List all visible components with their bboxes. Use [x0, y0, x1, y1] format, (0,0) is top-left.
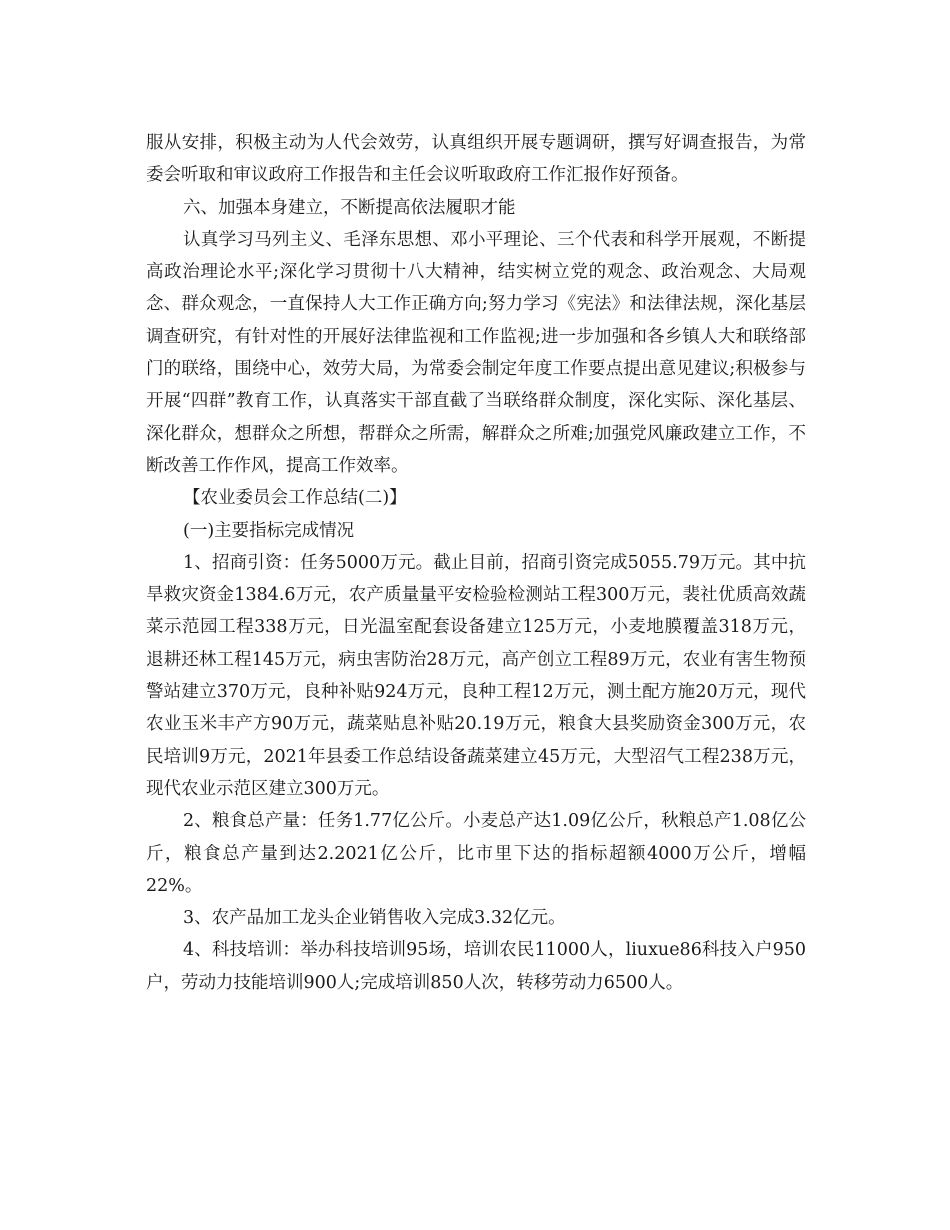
item-1-investment: 1、招商引资：任务5000万元。截止目前，招商引资完成5055.79万元。其中抗旱救灾资金1384.6万元，农产质量量平安检验检测站工程300万元，裴社优质高效蔬菜示范园工程338万元，日光温室配套设备建立125万元，小麦地膜覆盖318万元，退耕还林工程145万元，病虫害防治28万元，高产创立工程89万元，农业有害生物预警站建立370万元，良种补贴924万元，良种工程12万元，测土配方施20万元，现代农业玉米丰产方90万元，蔬菜贴息补贴20.19万元，粮食大县奖励资金300万元，农民培训9万元，2021年县委工作总结设备蔬菜建立45万元，大型沼气工程238万元，现代农业示范区建立300万元。	[146, 552, 806, 799]
item-4-training: 4、科技培训：举办科技培训95场，培训农民11000人，liuxue86科技入户950户，劳动力技能培训900人;完成培训850人次，转移劳动力6500人。	[146, 940, 806, 993]
section-6-heading: 六、加强本身建立，不断提高依法履职才能	[183, 197, 516, 218]
paragraph-continuation: 服从安排，积极主动为人代会效劳，认真组织开展专题调研，撰写好调查报告，为常委会听取和审议政府工作报告和主任会议听取政府工作汇报作好预备。	[146, 133, 806, 186]
part-2-title: 【农业委员会工作总结(二)】	[183, 488, 407, 509]
item-3-processing-revenue: 3、农产品加工龙头企业销售收入完成3.32亿元。	[183, 908, 566, 929]
subsection-1-heading: (一)主要指标完成情况	[183, 520, 355, 541]
section-6-body: 认真学习马列主义、毛泽东思想、邓小平理论、三个代表和科学开展观，不断提高政治理论水平;深化学习贯彻十八大精神，结实树立党的观念、政治观念、大局观念、群众观念，一直保持人大工作正确方向;努力学习《宪法》和法律法规，深化基层调查研究，有针对性的开展好法律监视和工作监视;进一步加强和各乡镇人大和联络部门的联络，围绕中心，效劳大局，为常委会制定年度工作要点提出意见建议;积极参与开展“四群”教育工作，认真落实干部直截了当联络群众制度，深化实际、深化基层、深化群众，想群众之所想，帮群众之所需，解群众之所难;加强党风廉政建立工作，不断改善工作作风，提高工作效率。	[146, 229, 806, 476]
document-body	[146, 127, 806, 999]
item-2-grain-output: 2、粮食总产量：任务1.77亿公斤。小麦总产达1.09亿公斤，秋粮总产1.08亿公斤，粮食总产量到达2.2021亿公斤，比市里下达的指标超额4000万公斤，增幅22%。	[146, 811, 806, 896]
